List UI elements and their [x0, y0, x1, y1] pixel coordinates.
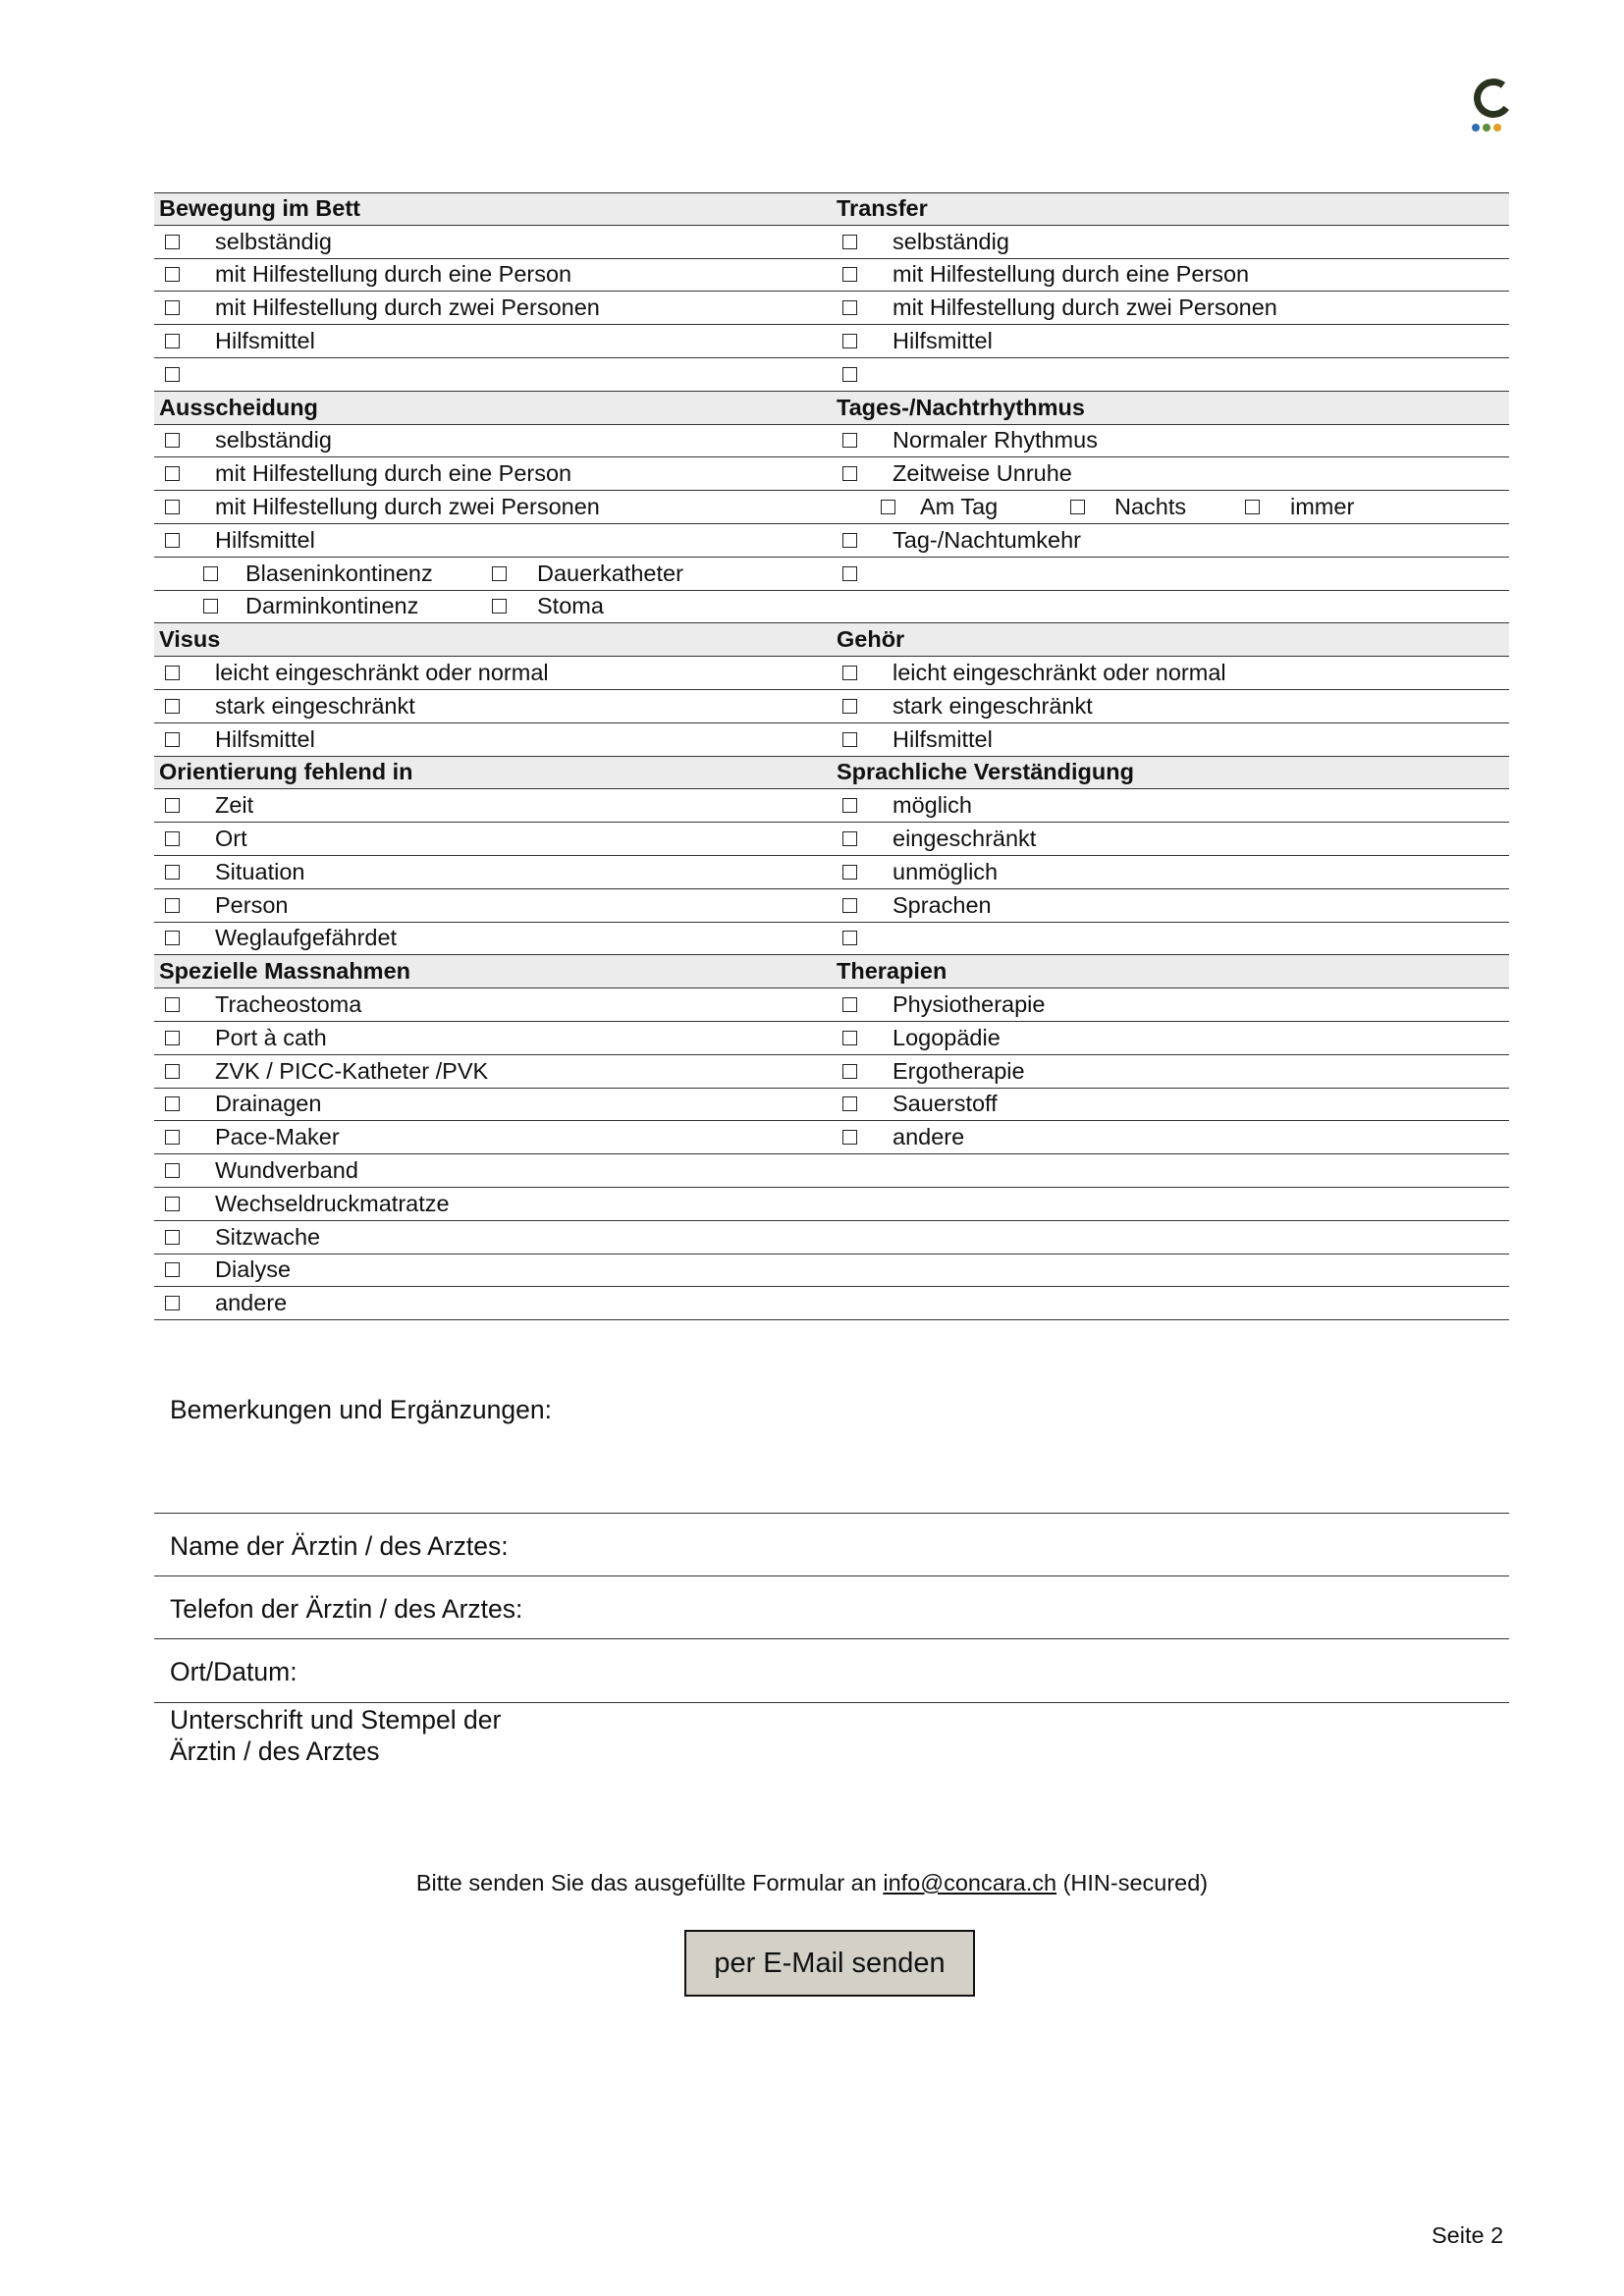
checkbox-label: Person: [215, 891, 289, 918]
checkbox-label: Sitzwache: [215, 1223, 321, 1250]
checkbox-label: Wundverband: [215, 1157, 358, 1183]
doctor-phone-label: Telefon der Ärztin / des Arztes:: [170, 1594, 523, 1624]
checkbox[interactable]: [881, 500, 895, 514]
left-cell: [154, 1221, 832, 1254]
table-row: [154, 657, 1509, 690]
checkbox[interactable]: [165, 865, 180, 880]
checkbox[interactable]: [842, 367, 857, 382]
checkbox-label: Hilfsmittel: [215, 526, 315, 553]
checkbox-label: Wechseldruckmatratze: [215, 1190, 450, 1216]
checkbox-label: Darminkontinenz: [245, 593, 419, 619]
checkbox-label: Tag-/Nachtumkehr: [893, 526, 1081, 553]
right-cell: [832, 723, 1509, 756]
left-cell: [154, 591, 832, 623]
left-cell: [154, 325, 832, 357]
checkbox-label: Sprachen: [893, 891, 992, 918]
checkbox[interactable]: [842, 300, 857, 315]
checkbox[interactable]: [842, 997, 857, 1012]
logo-dot-blue: [1472, 124, 1480, 132]
table-row: [154, 558, 1509, 591]
left-cell: [154, 1255, 832, 1287]
checkbox[interactable]: [842, 1064, 857, 1079]
section-title: Sprachliche Verständigung: [837, 759, 1134, 785]
place-date-line: [154, 1702, 1509, 1703]
right-cell: [832, 623, 1509, 656]
email-link[interactable]: info@concara.ch: [883, 1870, 1057, 1896]
left-cell: [154, 358, 832, 391]
checkbox-label: Sauerstoff: [893, 1091, 998, 1117]
table-row: [154, 1287, 1509, 1320]
left-cell: [154, 623, 832, 656]
right-cell: [832, 392, 1509, 424]
checkbox[interactable]: [842, 898, 857, 913]
right-cell: [832, 558, 1509, 590]
checkbox-label: Dialyse: [215, 1256, 292, 1283]
checkbox[interactable]: [842, 798, 857, 813]
right-cell: [832, 856, 1509, 888]
right-cell: [832, 226, 1509, 258]
right-cell: [832, 1089, 1509, 1121]
table-row: [154, 259, 1509, 293]
table-row: [154, 690, 1509, 723]
checkbox[interactable]: [165, 466, 180, 481]
checkbox-label: ZVK / PICC-Katheter /PVK: [215, 1057, 489, 1084]
left-cell: [154, 789, 832, 822]
doctor-name-line: [154, 1575, 1509, 1576]
checkbox[interactable]: [842, 865, 857, 880]
checkbox-label: Hilfsmittel: [215, 328, 315, 354]
left-cell: [154, 259, 832, 292]
checkbox[interactable]: [165, 666, 180, 680]
right-cell: [832, 491, 1509, 523]
checkbox[interactable]: [842, 1096, 857, 1111]
checkbox-label: mit Hilfestellung durch eine Person: [215, 261, 572, 288]
section-header-row: [154, 757, 1509, 790]
table-row: [154, 988, 1509, 1022]
checkbox-label: mit Hilfestellung durch eine Person: [215, 460, 572, 487]
right-cell: [832, 193, 1509, 225]
section-title: Therapien: [837, 958, 947, 985]
table-row: [154, 823, 1509, 856]
remarks-label: Bemerkungen und Ergänzungen:: [170, 1395, 552, 1424]
checkbox-label: andere: [215, 1290, 288, 1316]
left-cell: [154, 823, 832, 855]
table-row: [154, 491, 1509, 524]
checkbox-label: Zeit: [215, 792, 254, 819]
checkbox[interactable]: [165, 367, 180, 382]
right-cell: [832, 425, 1509, 457]
checkbox-label: immer: [1290, 494, 1355, 520]
left-cell: [154, 491, 832, 523]
checkbox-label: unmöglich: [893, 858, 999, 884]
left-cell: [154, 457, 832, 490]
table-row: [154, 325, 1509, 358]
checkbox[interactable]: [165, 1130, 180, 1145]
checkbox[interactable]: [165, 831, 180, 846]
table-row: [154, 1188, 1509, 1221]
checkbox[interactable]: [842, 433, 857, 448]
checkbox[interactable]: [492, 566, 507, 581]
table-row: [154, 1255, 1509, 1288]
table-row: [154, 856, 1509, 889]
checkbox[interactable]: [842, 931, 857, 945]
right-cell: [832, 657, 1509, 689]
doctor-phone-line: [154, 1638, 1509, 1639]
section-header-row: [154, 623, 1509, 657]
doctor-name-label: Name der Ärztin / des Arztes:: [170, 1531, 509, 1561]
table-row: [154, 457, 1509, 491]
section-header-row: [154, 192, 1509, 226]
right-cell: [832, 789, 1509, 822]
checkbox[interactable]: [842, 831, 857, 846]
company-logo: [1470, 79, 1509, 137]
table-row: [154, 889, 1509, 923]
left-cell: [154, 226, 832, 258]
right-cell: [832, 955, 1509, 988]
checkbox[interactable]: [165, 931, 180, 945]
table-row: [154, 591, 1509, 624]
checkbox-label: selbständig: [215, 228, 332, 254]
checkbox[interactable]: [165, 500, 180, 514]
left-cell: [154, 1055, 832, 1088]
assessment-table: [154, 192, 1509, 1320]
checkbox-label: andere: [893, 1124, 965, 1150]
checkbox-label: leicht eingeschränkt oder normal: [215, 660, 549, 686]
section-title: Gehör: [837, 626, 905, 653]
left-cell: [154, 955, 832, 988]
table-row: [154, 723, 1509, 757]
checkbox-label: Physiotherapie: [893, 991, 1046, 1018]
checkbox-label: eingeschränkt: [893, 826, 1037, 852]
left-cell: [154, 392, 832, 424]
checkbox-label: möglich: [893, 792, 972, 819]
checkbox-label: mit Hilfestellung durch zwei Personen: [215, 294, 600, 321]
right-cell: [832, 457, 1509, 490]
checkbox[interactable]: [842, 699, 857, 714]
left-cell: [154, 425, 832, 457]
checkbox-label: Dauerkatheter: [537, 560, 683, 586]
checkbox[interactable]: [165, 1230, 180, 1245]
left-cell: [154, 889, 832, 922]
left-cell: [154, 988, 832, 1021]
checkbox[interactable]: [165, 1262, 180, 1277]
table-row: [154, 226, 1509, 259]
right-cell: [832, 524, 1509, 557]
section-title: Orientierung fehlend in: [159, 759, 413, 785]
checkbox[interactable]: [1070, 500, 1085, 514]
checkbox[interactable]: [842, 235, 857, 249]
section-title: Ausscheidung: [159, 394, 318, 420]
checkbox[interactable]: [165, 699, 180, 714]
checkbox[interactable]: [165, 334, 180, 348]
table-row: [154, 524, 1509, 558]
section-title: Transfer: [837, 195, 928, 222]
checkbox[interactable]: [165, 235, 180, 249]
left-cell: [154, 1287, 832, 1319]
checkbox-label: stark eingeschränkt: [893, 692, 1093, 719]
left-cell: [154, 524, 832, 557]
checkbox-label: Hilfsmittel: [893, 328, 993, 354]
right-cell: [832, 1287, 1509, 1319]
left-cell: [154, 292, 832, 324]
table-row: [154, 1154, 1509, 1188]
right-cell: [832, 690, 1509, 722]
left-cell: [154, 856, 832, 888]
checkbox[interactable]: [492, 599, 507, 614]
left-cell: [154, 1089, 832, 1121]
checkbox-label: Ort: [215, 826, 247, 852]
checkbox[interactable]: [842, 267, 857, 282]
checkbox[interactable]: [165, 1163, 180, 1178]
checkbox[interactable]: [842, 566, 857, 581]
table-row: [154, 1089, 1509, 1122]
table-row: [154, 292, 1509, 325]
checkbox-label: Port à cath: [215, 1024, 327, 1050]
checkbox[interactable]: [165, 898, 180, 913]
right-cell: [832, 1255, 1509, 1287]
section-title: Visus: [159, 626, 221, 653]
checkbox[interactable]: [165, 533, 180, 548]
checkbox[interactable]: [165, 1296, 180, 1310]
checkbox-label: selbständig: [893, 228, 1009, 254]
submit-note: [0, 1870, 1624, 1896]
checkbox[interactable]: [842, 466, 857, 481]
right-cell: [832, 757, 1509, 789]
right-cell: [832, 1055, 1509, 1088]
page-number: Seite 2: [1432, 2222, 1504, 2248]
table-row: [154, 425, 1509, 458]
table-row: [154, 1055, 1509, 1089]
left-cell: [154, 923, 832, 955]
checkbox-label: mit Hilfestellung durch eine Person: [893, 261, 1250, 288]
checkbox[interactable]: [165, 267, 180, 282]
section-header-row: [154, 955, 1509, 988]
left-cell: [154, 657, 832, 689]
table-row: [154, 923, 1509, 956]
checkbox[interactable]: [165, 1197, 180, 1211]
left-cell: [154, 1022, 832, 1054]
checkbox[interactable]: [165, 433, 180, 448]
checkbox[interactable]: [842, 334, 857, 348]
right-cell: [832, 923, 1509, 955]
checkbox-label: Zeitweise Unruhe: [893, 460, 1072, 487]
checkbox[interactable]: [165, 997, 180, 1012]
signature-label-1: Unterschrift und Stempel der: [170, 1705, 502, 1735]
checkbox-label: mit Hilfestellung durch zwei Personen: [215, 494, 600, 520]
checkbox-label: mit Hilfestellung durch zwei Personen: [893, 294, 1277, 321]
checkbox-label: Hilfsmittel: [893, 725, 993, 752]
place-date-label: Ort/Datum:: [170, 1657, 298, 1686]
logo-dot-orange: [1493, 124, 1501, 132]
checkbox-label: Hilfsmittel: [215, 725, 315, 752]
left-cell: [154, 1188, 832, 1220]
checkbox[interactable]: [203, 599, 218, 614]
right-cell: [832, 889, 1509, 922]
checkbox[interactable]: [165, 732, 180, 747]
left-cell: [154, 1154, 832, 1187]
right-cell: [832, 1154, 1509, 1187]
checkbox[interactable]: [1245, 500, 1260, 514]
remarks-line: [154, 1513, 1509, 1514]
checkbox-label: stark eingeschränkt: [215, 692, 415, 719]
checkbox[interactable]: [842, 533, 857, 548]
checkbox-label: Logopädie: [893, 1024, 1001, 1050]
right-cell: [832, 823, 1509, 855]
section-title: Tages-/Nachtrhythmus: [837, 394, 1085, 420]
right-cell: [832, 988, 1509, 1021]
right-cell: [832, 1121, 1509, 1153]
checkbox-label: selbständig: [215, 427, 332, 454]
checkbox[interactable]: [165, 1064, 180, 1079]
checkbox[interactable]: [165, 798, 180, 813]
right-cell: [832, 591, 1509, 623]
right-cell: [832, 358, 1509, 391]
checkbox[interactable]: [842, 732, 857, 747]
checkbox[interactable]: [842, 1130, 857, 1145]
checkbox-label: Normaler Rhythmus: [893, 427, 1098, 454]
right-cell: [832, 292, 1509, 324]
left-cell: [154, 558, 832, 590]
checkbox-label: Pace-Maker: [215, 1124, 340, 1150]
left-cell: [154, 193, 832, 225]
right-cell: [832, 1188, 1509, 1220]
table-row: [154, 1022, 1509, 1055]
checkbox[interactable]: [842, 666, 857, 680]
left-cell: [154, 757, 832, 789]
send-email-button[interactable]: per E-Mail senden: [684, 1930, 975, 1997]
right-cell: [832, 1221, 1509, 1254]
checkbox[interactable]: [165, 1031, 180, 1045]
checkbox[interactable]: [165, 300, 180, 315]
checkbox[interactable]: [165, 1096, 180, 1111]
left-cell: [154, 723, 832, 756]
section-header-row: [154, 392, 1509, 425]
logo-c-icon: [1471, 76, 1515, 120]
checkbox-label: Weglaufgefährdet: [215, 925, 398, 951]
note-text-after: (HIN-secured): [1056, 1870, 1209, 1896]
checkbox-label: Am Tag: [920, 494, 999, 520]
table-row: [154, 1221, 1509, 1255]
left-cell: [154, 690, 832, 722]
checkbox-label: Situation: [215, 858, 305, 884]
checkbox[interactable]: [842, 1031, 857, 1045]
logo-dot-green: [1483, 124, 1490, 132]
table-row: [154, 1121, 1509, 1154]
table-row: [154, 789, 1509, 823]
checkbox-label: Ergotherapie: [893, 1057, 1025, 1084]
checkbox-label: leicht eingeschränkt oder normal: [893, 660, 1226, 686]
checkbox-label: Drainagen: [215, 1091, 322, 1117]
right-cell: [832, 259, 1509, 292]
section-title: Spezielle Massnahmen: [159, 958, 410, 985]
left-cell: [154, 1121, 832, 1153]
right-cell: [832, 325, 1509, 357]
right-cell: [832, 1022, 1509, 1054]
table-row: [154, 358, 1509, 392]
note-text-before: Bitte senden Sie das ausgefüllte Formular an: [415, 1870, 884, 1896]
checkbox-label: Nachts: [1114, 494, 1187, 520]
checkbox-label: Tracheostoma: [215, 991, 362, 1018]
checkbox-label: Blaseninkontinenz: [245, 560, 433, 586]
signature-label-2: Ärztin / des Arztes: [170, 1736, 380, 1766]
section-title: Bewegung im Bett: [159, 195, 360, 222]
checkbox[interactable]: [203, 566, 218, 581]
checkbox-label: Stoma: [537, 593, 604, 619]
